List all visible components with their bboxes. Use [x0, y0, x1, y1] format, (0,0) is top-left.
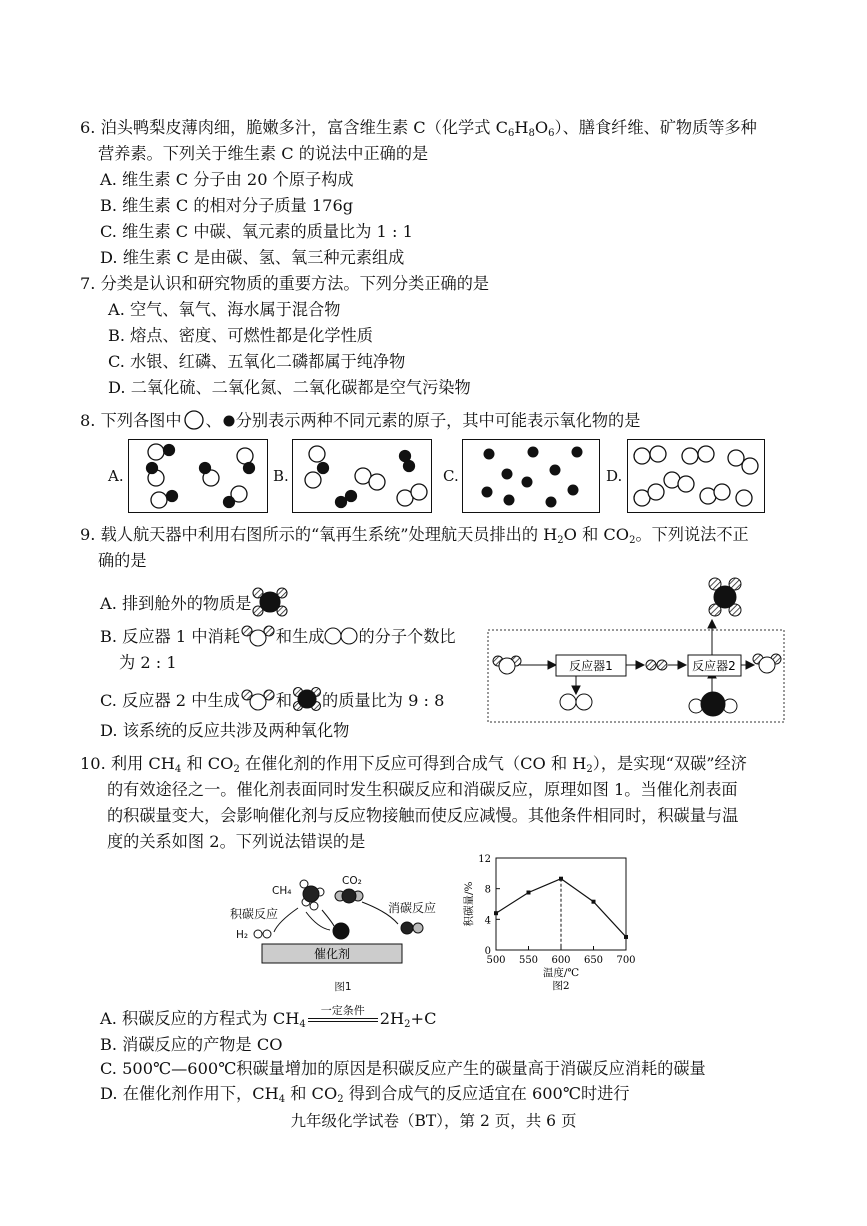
q8-box-c — [462, 439, 600, 513]
q8-diagram-c — [463, 440, 599, 512]
x-tick-label: 700 — [616, 955, 636, 966]
q7-stem: 7. 分类是认识和研究物质的重要方法。下列分类正确的是 — [80, 274, 490, 293]
q10-option-b: B. 消碳反应的产物是 CO — [100, 1035, 283, 1054]
q10-stem: 10. 利用 $CH_4$ 和 $CO_2$ 在催化剂的作用下反应可得到合成气（CO 和 $H_2$），是实现“双碳”经济 — [80, 754, 747, 775]
data-point — [624, 935, 628, 939]
fig1-catalyst-label: 催化剂 — [313, 947, 351, 961]
h2o-molecule-icon — [240, 689, 276, 711]
q9-stem-cont: 确的是 — [98, 551, 147, 570]
data-point — [494, 911, 498, 915]
fig1-caption: 图1 — [334, 981, 352, 993]
q10-stem-3: 的积碳量变大，会影响催化剂与反应物接触而使反应减慢。其他条件相同时，积碳量与温 — [107, 806, 739, 825]
x-tick-label: 550 — [518, 955, 539, 966]
y-tick-label: 4 — [484, 915, 491, 927]
reaction-condition: 一定条件 — [306, 1007, 380, 1031]
q6-stem: 6. 泊头鸭梨皮薄肉细，脆嫩多汁，富含维生素 C（化学式 $C_6H_8O_6$）、膳食纤维、矿物质等多种 — [80, 118, 757, 139]
q10-option-a: A. 积碳反应的方程式为 $CH_4$ 一定条件 $2H_2+C$ — [100, 1004, 437, 1030]
q6-option-a: A. 维生素 C 分子由 20 个原子构成 — [100, 170, 354, 189]
y-tick-label: 8 — [484, 884, 491, 896]
y-tick-label: 0 — [484, 946, 491, 957]
q8-label-c: C. — [443, 467, 459, 485]
series-line — [496, 879, 626, 937]
y-tick-label: 12 — [478, 854, 491, 865]
x-tick-label: 600 — [551, 955, 571, 966]
q9-option-b: B. 反应器 1 中消耗 和生成 的分子个数比 — [100, 627, 456, 646]
q7-option-c: C. 水银、红磷、五氧化二磷都属于纯净物 — [108, 352, 406, 371]
black-atom-icon — [222, 414, 236, 428]
y-axis-label: 积碳量/% — [463, 881, 475, 927]
figure-2-chart — [462, 850, 652, 1000]
h2o-molecule-icon — [240, 625, 276, 647]
o2-molecule-icon — [324, 626, 358, 646]
white-atom-icon — [182, 410, 206, 430]
fig1-left-label: 积碳反应 — [230, 907, 279, 921]
q9-option-d: D. 该系统的反应共涉及两种氧化物 — [100, 721, 350, 740]
x-tick-label: 500 — [486, 955, 506, 966]
oxygen-regeneration-diagram — [486, 578, 786, 728]
fig1-co2-label: CO₂ — [342, 875, 362, 887]
fig1-ch4-label: CH₄ — [272, 885, 292, 897]
q9-option-b-cont: 为 2 : 1 — [119, 653, 177, 672]
q6-option-d: D. 维生素 C 是由碳、氢、氧三种元素组成 — [100, 248, 405, 267]
fig1-h2-label: H₂ — [236, 929, 249, 941]
figure-1-catalyst-diagram — [228, 862, 458, 1002]
q8-diagram-d — [628, 440, 764, 512]
ch4-molecule-icon — [292, 686, 322, 712]
co2-molecule-icon — [251, 587, 289, 617]
q10-stem-4: 度的关系如图 2。下列说法错误的是 — [107, 832, 366, 851]
q7-option-a: A. 空气、氧气、海水属于混合物 — [108, 300, 341, 319]
q8-diagram-a — [129, 440, 267, 512]
fig1-right-label: 消碳反应 — [388, 901, 437, 915]
q7-option-b: B. 熔点、密度、可燃性都是化学性质 — [108, 326, 373, 345]
q6-stem-cont: 营养素。下列关于维生素 C 的说法中正确的是 — [98, 144, 429, 163]
data-point — [527, 891, 531, 895]
q8-box-d — [627, 439, 765, 513]
q10-option-d: D. 在催化剂作用下，$CH_4$ 和 $CO_2$ 得到合成气的反应适宜在 600℃时进行 — [100, 1084, 630, 1105]
q8-stem: 8. 下列各图中 、 分别表示两种不同元素的原子，其中可能表示氧化物的是 — [80, 411, 641, 430]
data-point — [559, 877, 563, 881]
x-tick-label: 650 — [583, 955, 604, 966]
q10-option-c: C. 500℃—600℃积碳量增加的原因是积碳反应产生的碳量高于消碳反应消耗的碳量 — [100, 1059, 706, 1078]
reactor1-label: 反应器1 — [569, 659, 613, 673]
q6-option-c: C. 维生素 C 中碳、氧元素的质量比为 1 : 1 — [100, 222, 413, 241]
q10-stem-2: 的有效途径之一。催化剂表面同时发生积碳反应和消碳反应，原理如图 1。当催化剂表面 — [107, 780, 738, 799]
q8-box-b — [292, 439, 432, 513]
data-point — [592, 900, 596, 904]
q9-option-c: C. 反应器 2 中生成 和 的质量比为 9 : 8 — [100, 686, 444, 713]
q8-diagram-b — [293, 440, 431, 512]
x-axis-label: 温度/℃ — [542, 967, 580, 979]
reactor2-label: 反应器2 — [692, 659, 736, 673]
chart-caption: 图2 — [552, 980, 570, 992]
q9-stem: 9. 载人航天器中利用右图所示的“氧再生系统”处理航天员排出的 $H_2O$ 和 $CO_2$。下列说法不正 — [80, 525, 749, 546]
q8-box-a — [128, 439, 268, 513]
q7-option-d: D. 二氧化硫、二氧化氮、二氧化碳都是空气污染物 — [108, 378, 471, 397]
q8-label-a: A. — [108, 467, 124, 485]
q8-label-b: B. — [273, 467, 289, 485]
q8-label-d: D. — [606, 467, 623, 485]
q9-option-a: A. 排到舱外的物质是 — [100, 587, 289, 617]
q6-option-b: B. 维生素 C 的相对分子质量 176g — [100, 196, 354, 215]
page-footer: 九年级化学试卷（BT），第 2 页，共 6 页 — [290, 1112, 577, 1130]
